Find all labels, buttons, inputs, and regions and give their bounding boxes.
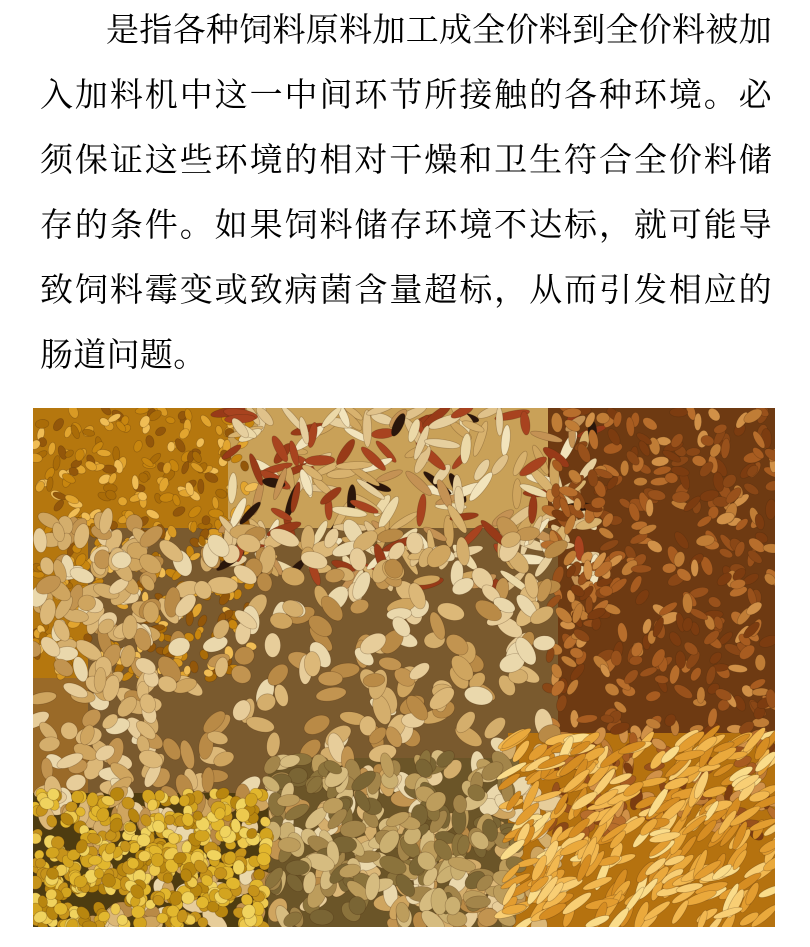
- grain-photo-svg: [33, 408, 775, 927]
- intro-paragraph: 是指各种饲料原料加工成全价料到全价料被加入加料机中这一中间环节所接触的各种环境。必须保证这些环境的相对干燥和卫生符合全价料储存的条件。如果饲料储存环境不达标，就可能导致饲料霉变或致病菌含量超标，从而引发相应的肠道问题。: [40, 11, 772, 373]
- grain-photo: [33, 408, 775, 927]
